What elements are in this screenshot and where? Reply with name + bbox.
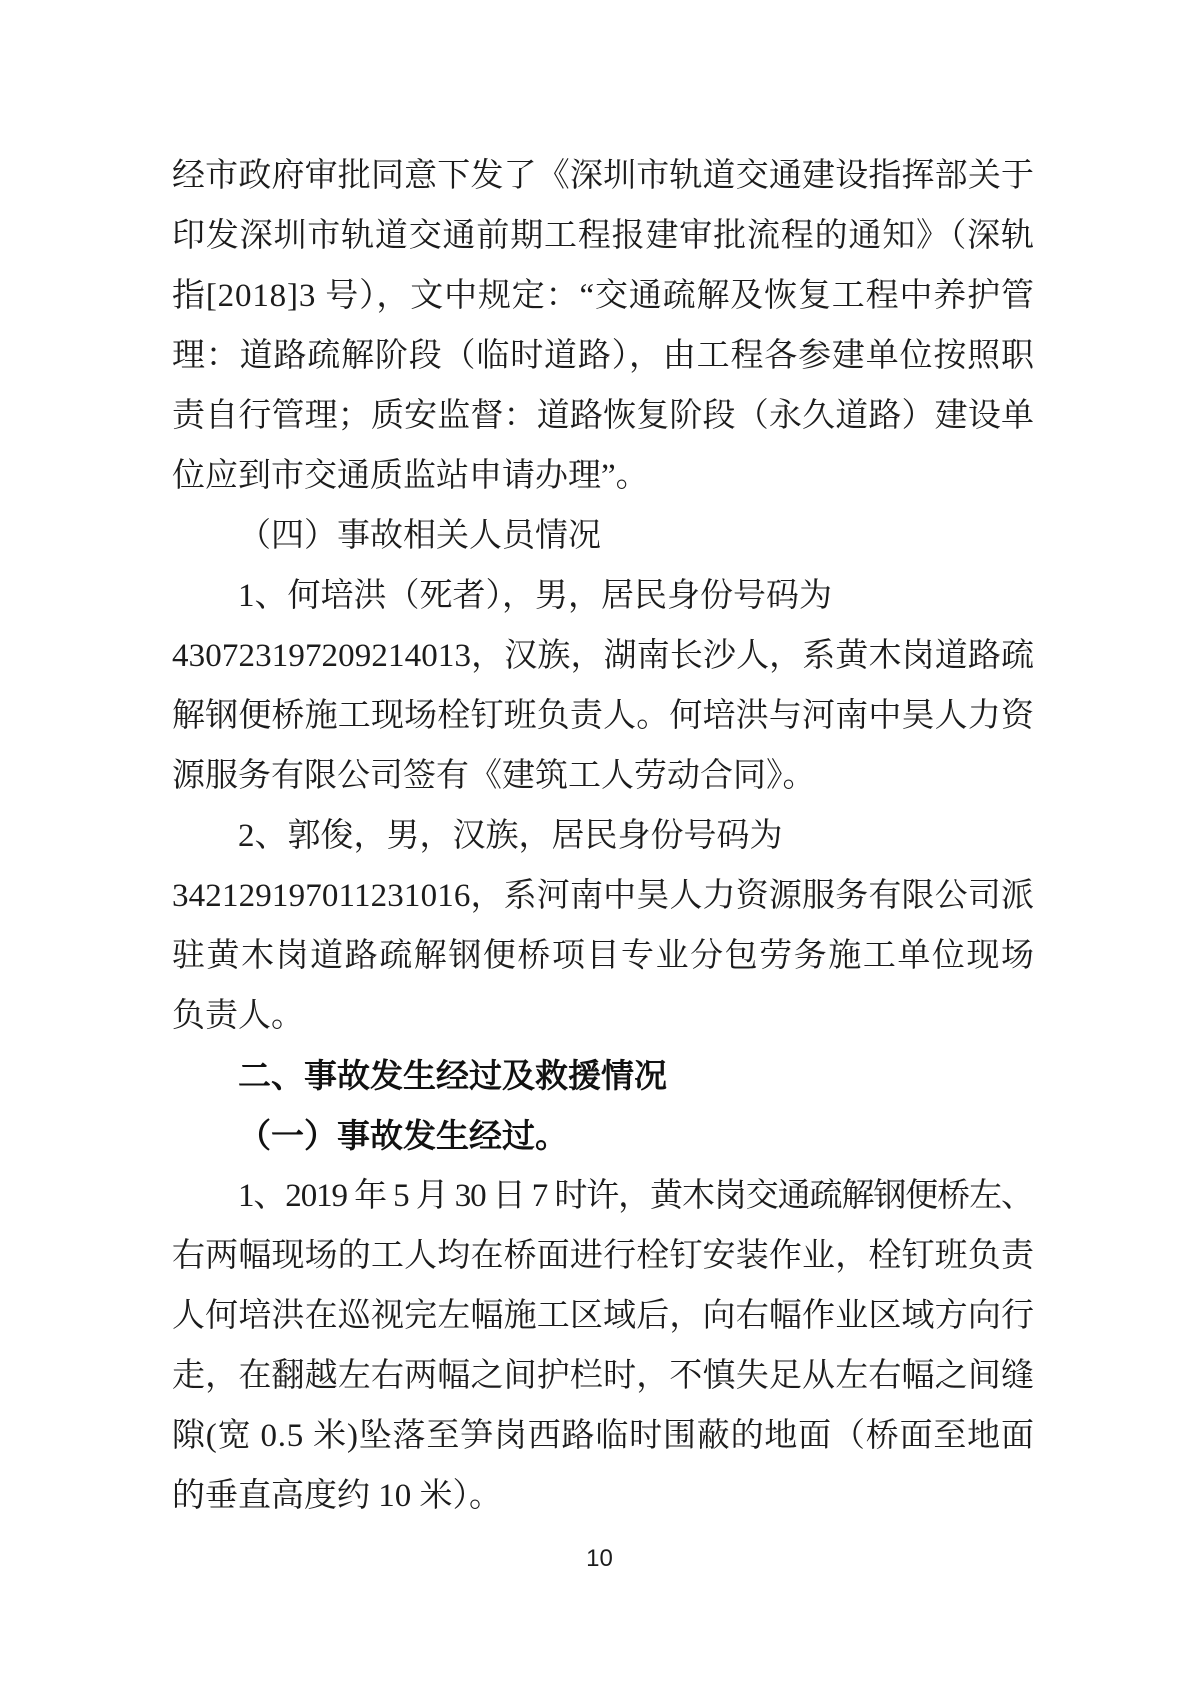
text-line-content: 理：道路疏解阶段（临时道路），由工程各参建单位按照职 <box>172 338 1035 374</box>
text-line <box>172 206 1034 266</box>
document-body <box>172 146 1034 1526</box>
text-line <box>172 986 1034 1046</box>
text-line <box>172 386 1034 446</box>
heading-section-2-1 <box>172 1106 1034 1166</box>
text-line <box>172 1166 1034 1226</box>
text-line <box>172 446 1034 506</box>
text-line-content: 1、何培洪（死者），男，居民身份号码为 <box>238 578 832 614</box>
para-accident-course <box>172 1166 1034 1526</box>
text-line-content: （一）事故发生经过。 <box>238 1117 568 1154</box>
text-line-content: 430723197209214013，汉族，湖南长沙人，系黄木岗道路疏 <box>172 638 1035 674</box>
text-line-content: 责自行管理；质安监督：道路恢复阶段（永久道路）建设单 <box>172 398 1035 434</box>
text-line-content: 印发深圳市轨道交通前期工程报建审批流程的通知》（深轨 <box>172 218 1035 254</box>
text-line-content: 2、郭俊，男，汉族，居民身份号码为 <box>238 818 783 854</box>
text-line <box>172 746 1034 806</box>
text-line-content: 右两幅现场的工人均在桥面进行栓钉安装作业，栓钉班负责 <box>172 1238 1035 1274</box>
text-line <box>172 1466 1034 1526</box>
heading-section-2 <box>172 1046 1034 1106</box>
text-line <box>172 1406 1034 1466</box>
text-line-content: 指[2018]3 号），文中规定：“交通疏解及恢复工程中养护管 <box>172 278 1035 314</box>
text-line-content: 人何培洪在巡视完左幅施工区域后，向右幅作业区域方向行 <box>172 1298 1035 1334</box>
text-line-content: 二、事故发生经过及救援情况 <box>238 1057 667 1094</box>
text-line-content: （四）事故相关人员情况 <box>238 518 601 554</box>
text-line-content: 解钢便桥施工现场栓钉班负责人。何培洪与河南中昊人力资 <box>172 698 1035 734</box>
text-line <box>172 866 1034 926</box>
text-line <box>172 566 1034 626</box>
text-line-content: 源服务有限公司签有《建筑工人劳动合同》。 <box>172 758 816 794</box>
text-line-content: 的垂直高度约 10 米）。 <box>172 1478 502 1514</box>
text-line-content: 1、2019 年 5 月 30 日 7 时许，黄木岗交通疏解钢便桥左、 <box>238 1178 1033 1214</box>
text-line-content: 走，在翻越左右两幅之间护栏时，不慎失足从左右幅之间缝 <box>172 1358 1035 1394</box>
heading-section-1-4 <box>172 506 1034 566</box>
page-number: 10 <box>586 1545 613 1572</box>
text-line <box>172 1286 1034 1346</box>
para-approval-notice <box>172 146 1034 506</box>
text-line <box>172 1226 1034 1286</box>
text-line <box>172 626 1034 686</box>
para-person-2-guojun <box>172 806 1034 1046</box>
text-line <box>172 506 1034 566</box>
text-line <box>172 1106 1034 1166</box>
text-line <box>172 806 1034 866</box>
text-line <box>172 1046 1034 1106</box>
text-line <box>172 266 1034 326</box>
text-line-content: 隙(宽 0.5 米)坠落至笋岗西路临时围蔽的地面（桥面至地面 <box>172 1418 1035 1454</box>
para-person-1-hepeihong <box>172 566 1034 806</box>
text-line-content: 经市政府审批同意下发了《深圳市轨道交通建设指挥部关于 <box>172 158 1035 194</box>
text-line-content: 位应到市交通质监站申请办理”。 <box>172 458 649 494</box>
text-line-content: 驻黄木岗道路疏解钢便桥项目专业分包劳务施工单位现场 <box>172 938 1036 974</box>
text-line <box>172 326 1034 386</box>
text-line <box>172 146 1034 206</box>
text-line <box>172 686 1034 746</box>
text-line <box>172 926 1034 986</box>
text-line-content: 342129197011231016，系河南中昊人力资源服务有限公司派 <box>172 878 1035 914</box>
text-line <box>172 1346 1034 1406</box>
text-line-content: 负责人。 <box>172 998 304 1034</box>
